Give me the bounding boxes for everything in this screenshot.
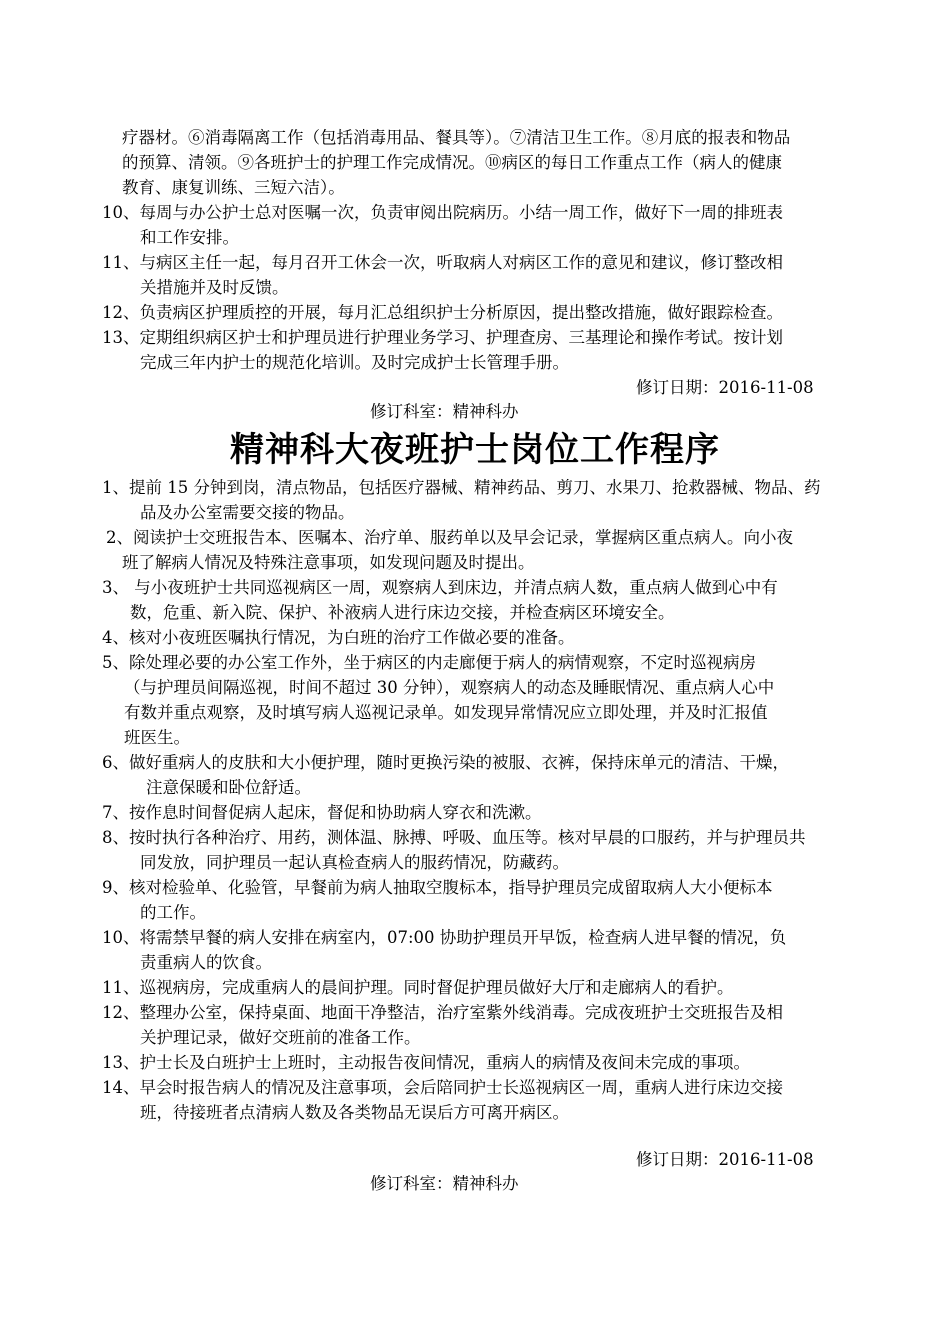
text-line: 品及办公室需要交接的物品。 [140,503,355,522]
text-line: 11、与病区主任一起，每月召开工休会一次，听取病人对病区工作的意见和建议，修订整改相 [102,253,783,272]
text-line: 2、阅读护士交班报告本、医嘱本、治疗单、服药单以及早会记录，掌握病区重点病人。向小夜 [106,528,793,547]
text-line: 关措施并及时反馈。 [140,278,289,297]
text-line: 班了解病人情况及特殊注意事项，如发现问题及时提出。 [122,553,535,572]
text-line: 5、除处理必要的办公室工作外，坐于病区的内走廊便于病人的病情观察，不定时巡视病房 [102,653,756,672]
text-line: 疗器材。⑥消毒隔离工作（包括消毒用品、餐具等）。⑦清洁卫生工作。⑧月底的报表和物品 [122,128,791,147]
text-line: 的工作。 [140,903,206,922]
revision-dept: 修订科室：精神科办 [370,1174,519,1193]
text-line: 12、整理办公室，保持桌面、地面干净整洁，治疗室紫外线消毒。完成夜班护士交班报告及相 [102,1003,783,1022]
text-line: 同发放，同护理员一起认真检查病人的服药情况，防藏药。 [140,853,569,872]
text-line: 3、 与小夜班护士共同巡视病区一周，观察病人到床边，并清点病人数，重点病人做到心中有 [102,578,778,597]
text-line: 10、将需禁早餐的病人安排在病室内，07:00 协助护理员开早饭，检查病人进早餐的情况，负 [102,928,787,947]
text-line: 7、按作息时间督促病人起床，督促和协助病人穿衣和洗漱。 [102,803,542,822]
text-line: 的预算、清领。⑨各班护士的护理工作完成情况。⑩病区的每日工作重点工作（病人的健康 [122,153,782,172]
revision-date: 修订日期：2016-11-08 [636,1150,814,1169]
text-line: 班医生。 [124,728,190,747]
text-line: 1、提前 15 分钟到岗，清点物品，包括医疗器械、精神药品、剪刀、水果刀、抢救器械、物品、药 [102,478,821,497]
text-line: 6、做好重病人的皮肤和大小便护理，随时更换污染的被服、衣裤，保持床单元的清洁、干燥， [102,753,789,772]
text-line: 责重病人的饮食。 [140,953,272,972]
text-line: 完成三年内护士的规范化培训。及时完成护士长管理手册。 [140,353,569,372]
text-line: 和工作安排。 [140,228,239,247]
text-line: （与护理员间隔巡视，时间不超过 30 分钟），观察病人的动态及睡眠情况、重点病人心中 [124,678,775,697]
revision-date: 修订日期：2016-11-08 [636,378,814,397]
text-line: 教育、康复训练、三短六洁）。 [122,178,345,197]
text-line: 12、负责病区护理质控的开展，每月汇总组织护士分析原因，提出整改措施，做好跟踪检查。 [102,303,783,322]
text-line: 数，危重、新入院、保护、补液病人进行床边交接，并检查病区环境安全。 [130,603,675,622]
text-line: 9、核对检验单、化验管，早餐前为病人抽取空腹标本，指导护理员完成留取病人大小便标本 [102,878,773,897]
text-line: 关护理记录，做好交班前的准备工作。 [140,1028,421,1047]
page-title: 精神科大夜班护士岗位工作程序 [230,430,720,470]
text-line: 8、按时执行各种治疗、用药，测体温、脉搏、呼吸、血压等。核对早晨的口服药，并与护理员共 [102,828,806,847]
text-line: 注意保暖和卧位舒适。 [146,778,311,797]
text-line: 有数并重点观察，及时填写病人巡视记录单。如发现异常情况应立即处理，并及时汇报值 [124,703,768,722]
revision-dept: 修订科室：精神科办 [370,402,519,421]
text-line: 13、定期组织病区护士和护理员进行护理业务学习、护理查房、三基理论和操作考试。按计划 [102,328,783,347]
text-line: 13、护士长及白班护士上班时，主动报告夜间情况，重病人的病情及夜间未完成的事项。 [102,1053,750,1072]
text-line: 班，待接班者点清病人数及各类物品无误后方可离开病区。 [140,1103,569,1122]
text-line: 14、早会时报告病人的情况及注意事项，会后陪同护士长巡视病区一周，重病人进行床边交接 [102,1078,783,1097]
text-line: 4、核对小夜班医嘱执行情况，为白班的治疗工作做必要的准备。 [102,628,575,647]
text-line: 11、巡视病房，完成重病人的晨间护理。同时督促护理员做好大厅和走廊病人的看护。 [102,978,734,997]
text-line: 10、每周与办公护士总对医嘱一次，负责审阅出院病历。小结一周工作，做好下一周的排班表 [102,203,783,222]
